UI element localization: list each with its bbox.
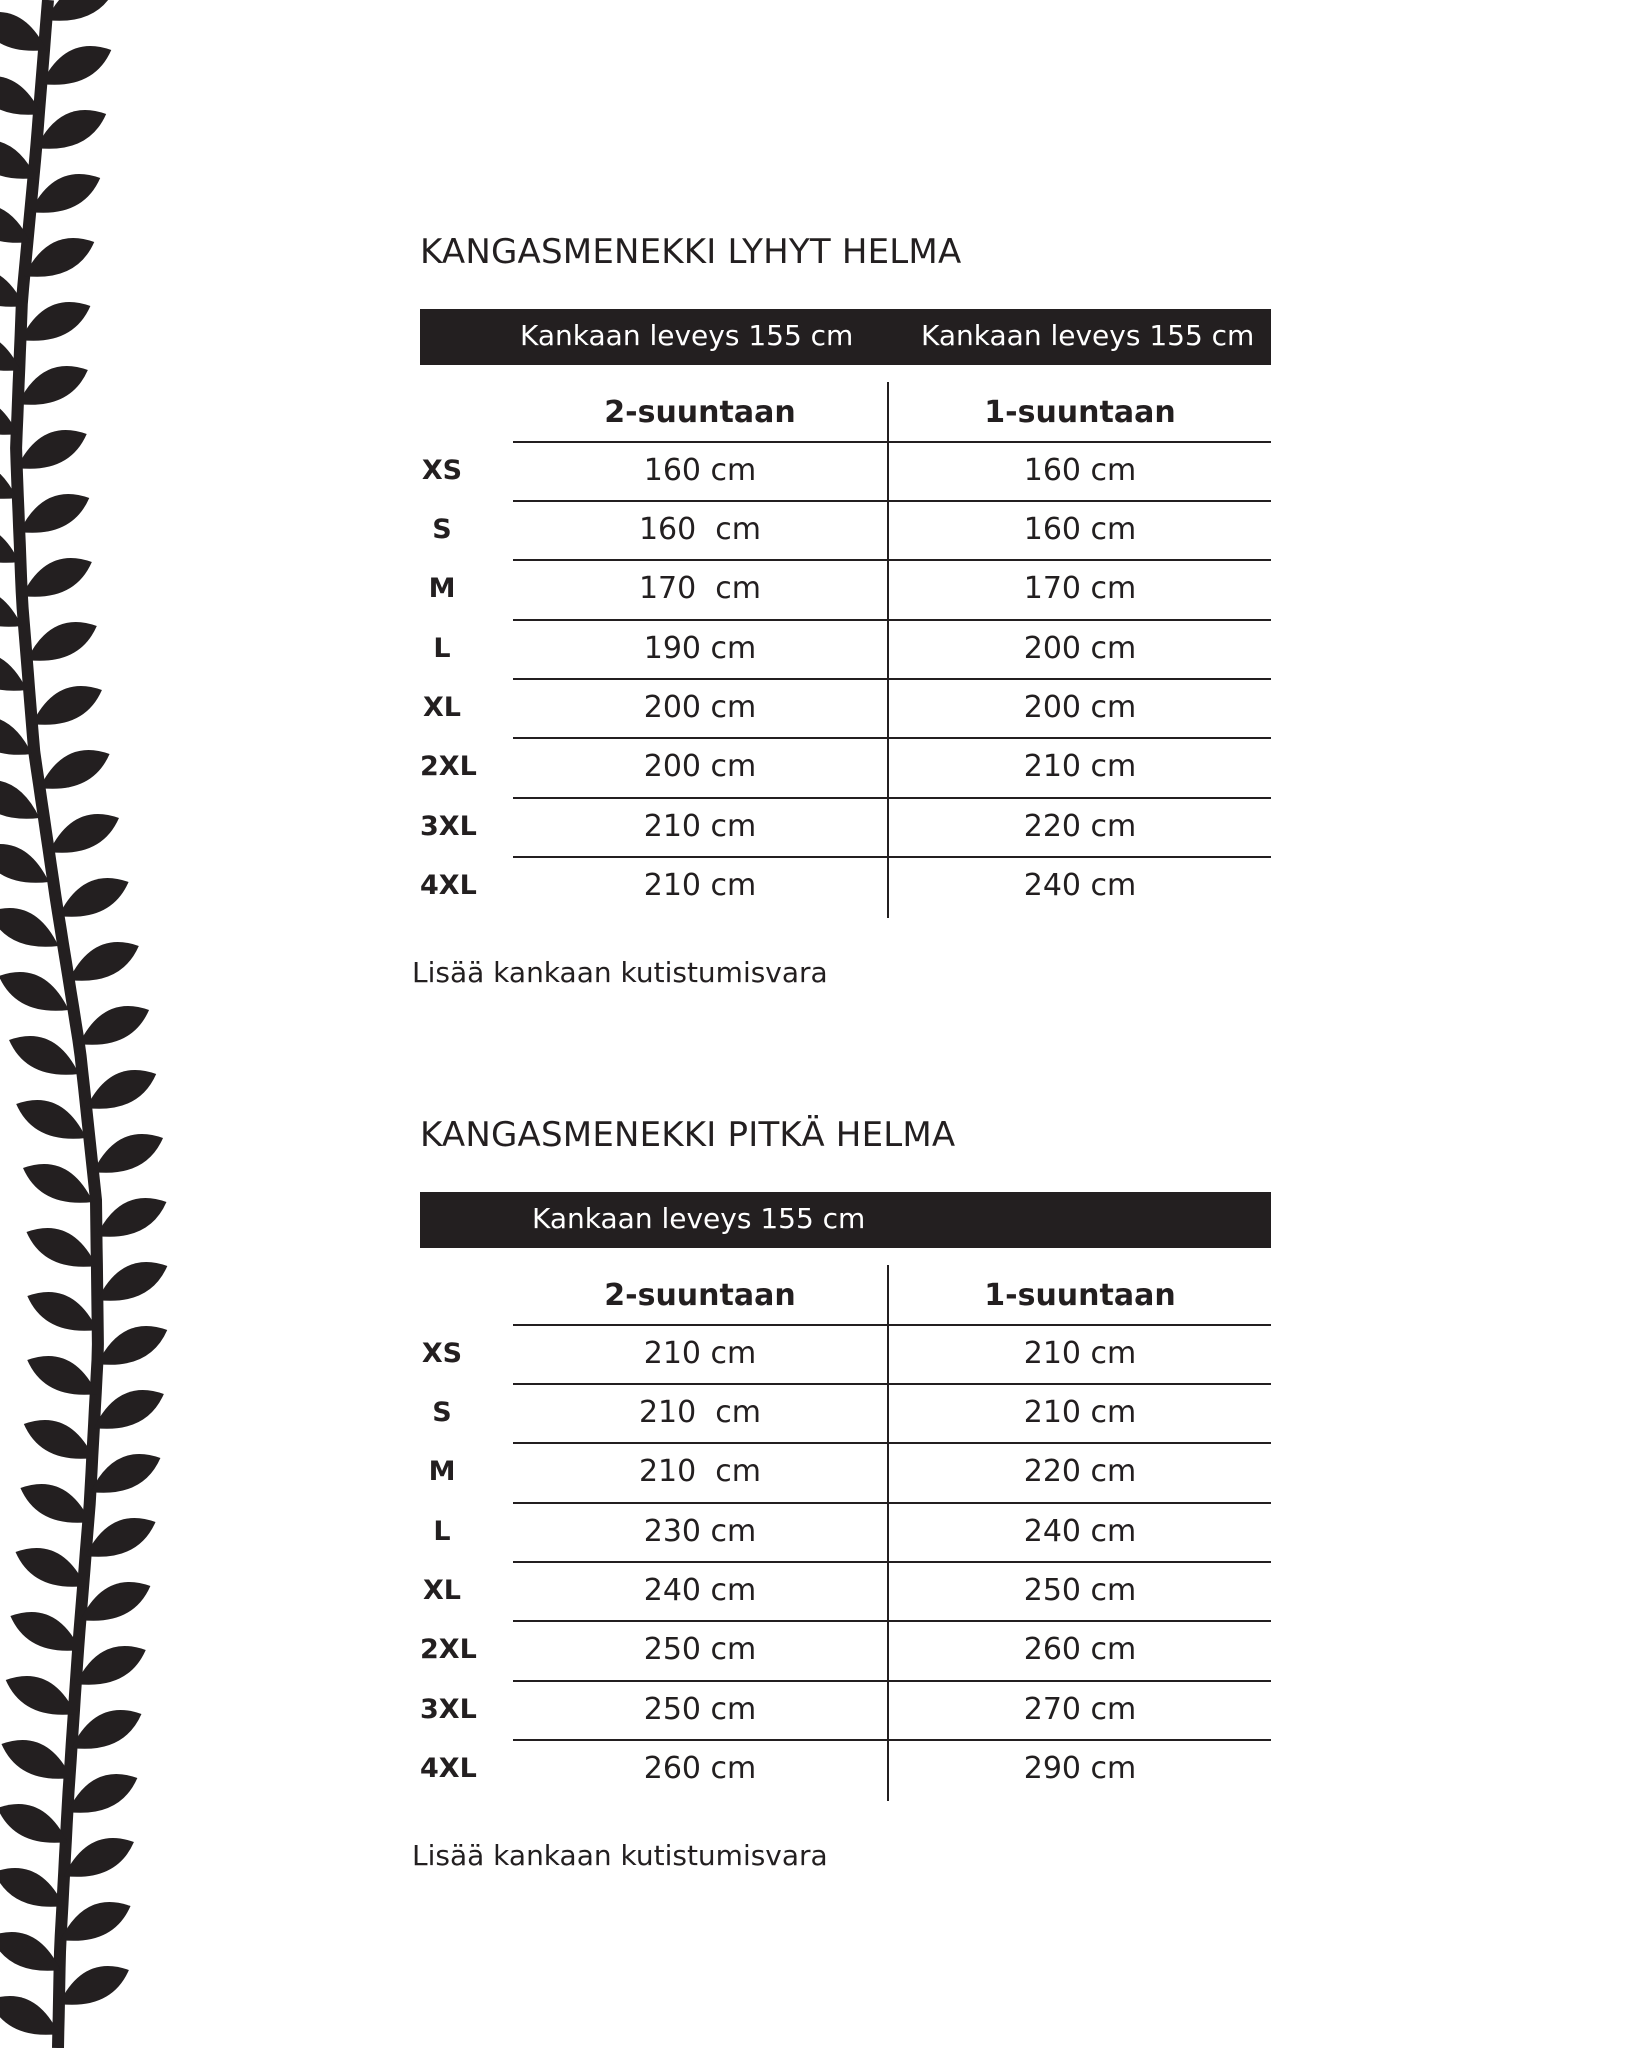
leaf-shape (17, 430, 87, 469)
table-row (420, 1680, 1271, 1739)
size-label: XS (421, 1338, 463, 1369)
leaf-shape (0, 1868, 64, 1907)
size-label: 4XL (420, 1753, 477, 1784)
leaf-shape (41, 46, 111, 85)
leaf-shape (71, 1710, 141, 1749)
table-row (420, 500, 1271, 559)
one-way-value: 210 cm (1023, 1336, 1137, 1371)
table-row (420, 559, 1271, 618)
fabric-width-label: Kankaan leveys 155 cm (921, 319, 1255, 352)
one-way-value: 200 cm (1023, 631, 1137, 666)
size-label: S (432, 514, 452, 545)
leaf-shape (90, 1454, 160, 1493)
column-header-one-way: 1-suuntaan (984, 1278, 1176, 1313)
shrinkage-note: Lisää kankaan kutistumisvara (412, 1839, 828, 1872)
size-label: 3XL (420, 811, 477, 842)
one-way-value: 160 cm (1023, 512, 1137, 547)
leaf-shape (36, 110, 106, 149)
one-way-value: 240 cm (1023, 868, 1137, 903)
leaf-shape (40, 750, 110, 789)
size-label: XS (421, 455, 463, 486)
leaf-shape (59, 878, 129, 917)
one-way-value: 220 cm (1023, 809, 1137, 844)
leaf-shape (18, 366, 88, 405)
one-way-value: 250 cm (1023, 1573, 1137, 1608)
size-label: 3XL (420, 1694, 477, 1725)
table-row (420, 797, 1271, 856)
two-way-value: 160 cm (638, 512, 762, 547)
leaf-shape (94, 1390, 164, 1429)
leaf-shape (20, 1484, 90, 1523)
leaf-shape (69, 942, 139, 981)
two-way-value: 210 cm (643, 1336, 757, 1371)
leaf-shape (23, 1164, 93, 1203)
shrinkage-note: Lisää kankaan kutistumisvara (412, 956, 828, 989)
leaf-shape (0, 908, 59, 947)
size-label: L (433, 633, 451, 664)
table-row (420, 619, 1271, 678)
table-row (420, 1442, 1271, 1501)
leaf-shape (32, 686, 102, 725)
size-label: 2XL (420, 1634, 477, 1665)
two-way-value: 160 cm (643, 453, 757, 488)
leaf-shape (27, 1292, 97, 1331)
table-row (420, 1620, 1271, 1679)
leaf-shape (16, 1548, 86, 1587)
leaf-shape (0, 844, 49, 883)
table-row (420, 856, 1271, 915)
leaf-shape (19, 494, 89, 533)
leaf-shape (97, 1262, 167, 1301)
leaf-shape (22, 558, 92, 597)
leaf-shape (64, 1838, 134, 1877)
leaf-shape (0, 1804, 67, 1843)
leaf-shape (61, 1902, 131, 1941)
table-row (420, 737, 1271, 796)
one-way-value: 220 cm (1023, 1454, 1137, 1489)
leaf-shape (97, 1326, 167, 1365)
leaf-shape (67, 1774, 137, 1813)
column-header-one-way: 1-suuntaan (984, 395, 1176, 430)
size-label: L (433, 1516, 451, 1547)
leaf-shape (0, 1996, 59, 2035)
table-row (420, 1561, 1271, 1620)
size-table (420, 1265, 1271, 1801)
two-way-value: 170 cm (638, 571, 762, 606)
two-way-value: 200 cm (643, 749, 757, 784)
leaf-shape (24, 1420, 94, 1459)
size-label: 2XL (420, 751, 477, 782)
size-label: XL (422, 692, 462, 723)
one-way-value: 160 cm (1023, 453, 1137, 488)
table-row (420, 1502, 1271, 1561)
leaf-shape (86, 1070, 156, 1109)
one-way-value: 210 cm (1023, 1395, 1137, 1430)
table-row (420, 1739, 1271, 1798)
size-table (420, 382, 1271, 918)
size-label: M (428, 573, 456, 604)
two-way-value: 240 cm (643, 1573, 757, 1608)
fabric-width-header-bar (420, 1192, 1271, 1248)
leaf-shape (9, 1036, 79, 1075)
leaf-shape (30, 174, 100, 213)
two-way-value: 230 cm (643, 1514, 757, 1549)
leaf-shape (26, 1228, 96, 1267)
fabric-width-header-bar (420, 309, 1271, 365)
leaf-shape (93, 1134, 163, 1173)
column-header-two-way: 2-suuntaan (604, 395, 796, 430)
leaf-shape (1, 1740, 71, 1779)
leaf-shape (76, 1646, 146, 1685)
one-way-value: 170 cm (1023, 571, 1137, 606)
table-row (420, 1324, 1271, 1383)
leaf-shape (16, 1100, 86, 1139)
leaf-shape (10, 1612, 80, 1651)
section-title: KANGASMENEKKI LYHYT HELMA (420, 232, 962, 272)
size-label: 4XL (420, 870, 477, 901)
leaf-shape (80, 1582, 150, 1621)
one-way-value: 210 cm (1023, 749, 1137, 784)
table-row (420, 678, 1271, 737)
size-label: XL (422, 1575, 462, 1606)
leaf-shape (6, 1676, 76, 1715)
leaf-shape (20, 302, 90, 341)
leaf-shape (59, 1966, 129, 2005)
one-way-value: 270 cm (1023, 1692, 1137, 1727)
leaf-shape (0, 972, 69, 1011)
leaf-shape (27, 622, 97, 661)
two-way-value: 190 cm (643, 631, 757, 666)
leaf-vine-decoration (0, 0, 190, 2048)
two-way-value: 210 cm (643, 809, 757, 844)
leaf-shape (79, 1006, 149, 1045)
column-header-two-way: 2-suuntaan (604, 1278, 796, 1313)
section-title: KANGASMENEKKI PITKÄ HELMA (420, 1115, 956, 1155)
fabric-width-label: Kankaan leveys 155 cm (532, 1202, 866, 1235)
two-way-value: 210 cm (638, 1454, 762, 1489)
one-way-value: 240 cm (1023, 1514, 1137, 1549)
two-way-value: 210 cm (643, 868, 757, 903)
table-row (420, 441, 1271, 500)
leaf-shape (24, 238, 94, 277)
one-way-value: 290 cm (1023, 1751, 1137, 1786)
two-way-value: 250 cm (643, 1632, 757, 1667)
leaf-shape (86, 1518, 156, 1557)
size-label: M (428, 1456, 456, 1487)
two-way-value: 250 cm (643, 1692, 757, 1727)
two-way-value: 260 cm (643, 1751, 757, 1786)
leaf-shape (27, 1356, 97, 1395)
table-row (420, 1383, 1271, 1442)
leaf-shape (46, 0, 116, 21)
two-way-value: 200 cm (643, 690, 757, 725)
leaf-shape (96, 1198, 166, 1237)
size-label: S (432, 1397, 452, 1428)
one-way-value: 200 cm (1023, 690, 1137, 725)
leaf-shape (49, 814, 119, 853)
leaf-shape (0, 1932, 61, 1971)
one-way-value: 260 cm (1023, 1632, 1137, 1667)
two-way-value: 210 cm (638, 1395, 762, 1430)
fabric-width-label: Kankaan leveys 155 cm (520, 319, 854, 352)
